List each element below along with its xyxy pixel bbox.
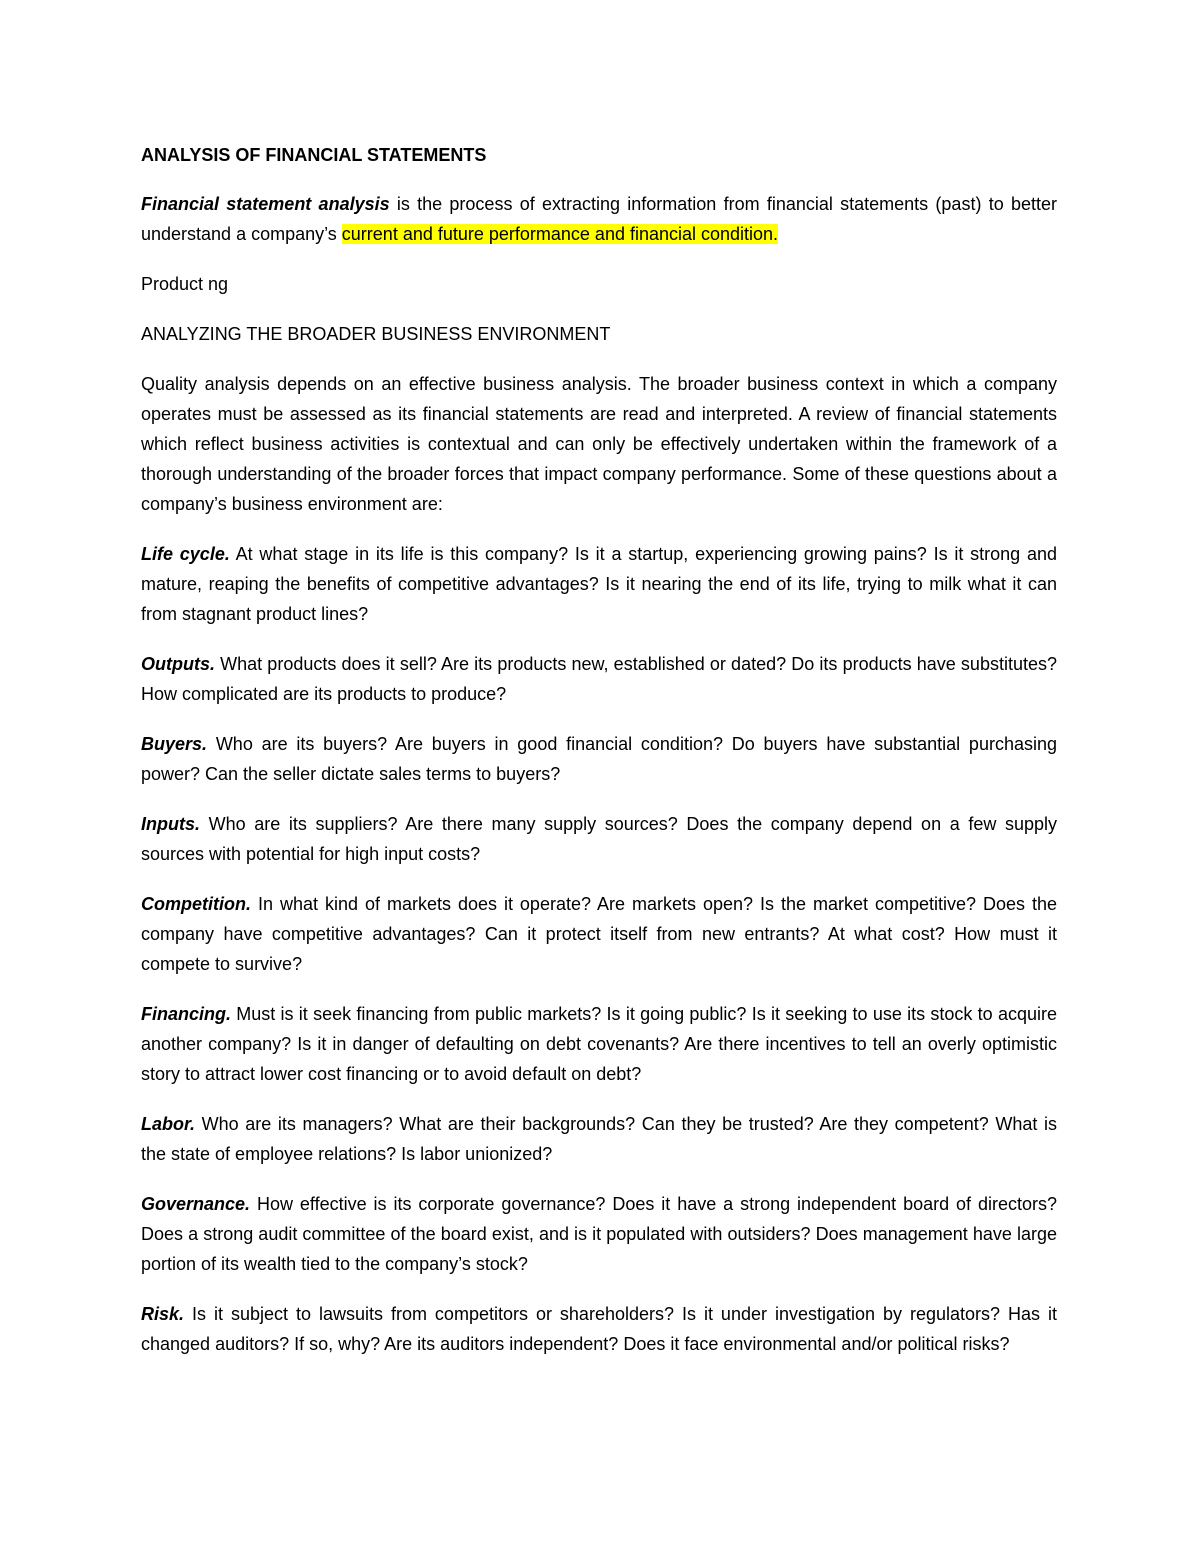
item-label: Life cycle. [141, 544, 230, 565]
section-heading: ANALYZING THE BROADER BUSINESS ENVIRONMENT [141, 323, 611, 344]
item-paragraph-outputs [141, 649, 1057, 709]
item-label: Financing. [141, 1003, 231, 1024]
item-paragraph-labor [141, 1109, 1057, 1169]
item-label: Labor. [141, 1114, 196, 1135]
document-page [141, 140, 1057, 1379]
intro-highlighted-text: current and future performance and financial condition. [341, 224, 779, 245]
item-text: Who are its buyers? Are buyers in good financial condition? Do buyers have substantial purchasing power? Can the seller dictate sales terms to buyers? [141, 734, 1057, 785]
intro-paragraph [141, 189, 1057, 249]
item-paragraph-governance [141, 1189, 1057, 1280]
item-text: In what kind of markets does it operate? Are markets open? Is the market competitive? Does the company have competitive advantages? Can it protect itself from new entrants? At what cost? How must it compete to survive? [141, 893, 1057, 975]
intro-term: Financial statement analysis [141, 194, 390, 215]
section-intro-paragraph: Quality analysis depends on an effective business analysis. The broader business context in which a company operates must be assessed as its financial statements are read and interpreted. A review of financial statements which reflect business activities is contextual and can only be effectively undertaken within the framework of a thorough understanding of the broader forces that impact company performance. Some of these questions about a company’s business environment are: [141, 373, 1057, 515]
item-text: Who are its suppliers? Are there many supply sources? Does the company depend on a few supply sources with potential for high input costs? [141, 813, 1057, 865]
item-paragraph-buyers [141, 729, 1057, 789]
document-title: ANALYSIS OF FINANCIAL STATEMENTS [141, 145, 487, 165]
item-label: Risk. [141, 1304, 185, 1325]
item-label: Competition. [141, 893, 251, 914]
item-paragraph-risk [141, 1299, 1057, 1359]
item-text: At what stage in its life is this company? Is it a startup, experiencing growing pains? Is it strong and mature, reaping the benefits of competitive advantages? Is it nearing the end of its life, trying to milk what it can from stagnant product lines? [141, 544, 1057, 625]
intro-text: is the process of extracting information from financial statements (past) to better understand a company’s [141, 194, 1057, 245]
item-label: Governance. [141, 1193, 251, 1214]
item-text: Is it subject to lawsuits from competitors or shareholders? Is it under investigation by regulators? Has it changed auditors? If so, why? Are its auditors independent? Does it face environmental and/or political risks? [141, 1304, 1057, 1355]
item-label: Buyers. [141, 734, 208, 755]
item-text: Must is it seek financing from public markets? Is it going public? Is it seeking to use its stock to acquire another company? Is it in danger of defaulting on debt covenants? Are there incentives to tell an overly optimistic story to attract lower cost financing or to avoid default on debt? [141, 1003, 1057, 1085]
item-label: Inputs. [141, 813, 200, 834]
item-paragraph-financing [141, 999, 1057, 1090]
item-paragraph-competition [141, 889, 1057, 980]
stray-text: Product ng [141, 274, 229, 295]
item-paragraph-inputs [141, 809, 1057, 869]
item-label: Outputs. [141, 654, 215, 675]
item-paragraph-life-cycle [141, 539, 1057, 630]
item-text: Who are its managers? What are their backgrounds? Can they be trusted? Are they competent? What is the state of employee relations? Is labor unionized? [141, 1114, 1057, 1165]
item-text: How effective is its corporate governance? Does it have a strong independent board of directors? Does a strong audit committee of the board exist, and is it populated with outsiders? Does management have large portion of its wealth tied to the company’s stock? [141, 1193, 1057, 1275]
item-text: What products does it sell? Are its products new, established or dated? Do its products have substitutes? How complicated are its products to produce? [141, 654, 1057, 705]
